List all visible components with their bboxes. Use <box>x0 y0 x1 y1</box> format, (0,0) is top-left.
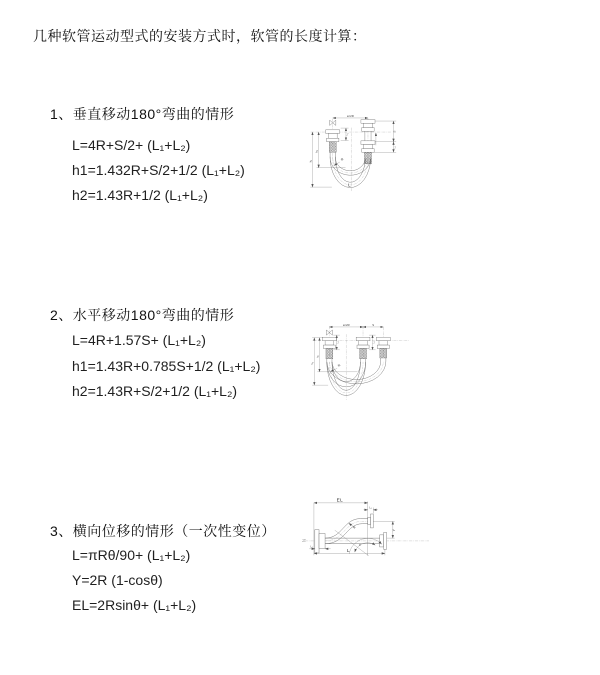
section-1-formula-h1: h1=1.432R+S/2+1/2 (L₁+L₂) <box>72 162 245 178</box>
right-flange-assembly <box>376 337 390 358</box>
right-flange-assembly <box>361 120 375 164</box>
dim-label-s: S <box>372 322 375 327</box>
dim-label-a-2r: a=2R <box>346 113 354 118</box>
diagram-vertical-movement-180-bend <box>305 70 545 265</box>
left-flange <box>315 530 325 553</box>
section-2-heading: 2、水平移动180°弯曲的情形 <box>50 307 235 323</box>
dim-label-l1-right: L₁ <box>393 146 397 149</box>
length-label: L <box>346 548 350 554</box>
centerlines <box>311 118 391 191</box>
radius-label: R <box>352 525 357 530</box>
length-label: L <box>348 182 351 188</box>
section-1-formula-L: L=4R+S/2+ (L₁+L₂) <box>72 137 191 153</box>
section-1-formula-h2: h2=1.43R+1/2 (L₁+L₂) <box>72 187 208 203</box>
angle-construction <box>335 501 382 555</box>
dim-label-l1-top: L₁ <box>369 506 372 510</box>
page-title: 几种软管运动型式的安装方式时，软管的长度计算： <box>33 28 367 44</box>
section-2-formula-L: L=4R+1.57S+ (L₁+L₂) <box>72 332 206 348</box>
left-flange-assembly <box>326 130 340 152</box>
dim-label-h1: h₁ <box>310 362 315 365</box>
dim-label-l1-left: L₁ <box>336 341 340 344</box>
raised-flange <box>368 514 374 528</box>
middle-flange-assembly <box>356 337 370 359</box>
break-mark <box>302 539 305 541</box>
section-1-heading: 1、垂直移动180°弯曲的情形 <box>50 106 235 122</box>
dim-label-y: Y <box>391 529 396 532</box>
section-2-formula-h1: h1=1.43R+0.785S+1/2 (L₁+L₂) <box>72 358 261 374</box>
dim-label-a-2r: a=2R <box>342 322 350 327</box>
left-flange-assembly <box>323 337 337 359</box>
dim-label-s: S <box>392 130 397 133</box>
dim-label-l1-mid: L₁ <box>372 341 376 344</box>
section-3-formula-Y: Y=2R (1-cosθ) <box>72 572 163 588</box>
section-3-formula-EL: EL=2Rsinθ+ (L₁+L₂) <box>72 597 197 613</box>
dim-label-h2: h₂ <box>315 355 320 359</box>
section-2-formula-h2: h2=1.43R+S/2+1/2 (L₁+L₂) <box>72 383 238 399</box>
dim-label-el: EL <box>336 497 344 503</box>
diagram-horizontal-movement-180-bend <box>310 283 545 483</box>
radius-label: R <box>336 363 342 368</box>
dimension-lines <box>310 118 396 187</box>
dim-label-h1: h₁ <box>308 159 313 163</box>
dim-label-h2: h₂ <box>314 150 319 153</box>
section-3-heading: 3、横向位移的情形（一次性变位） <box>50 523 276 539</box>
right-flange <box>380 533 387 550</box>
hose-curves <box>327 358 386 396</box>
angle-theta-label: θ <box>359 543 361 548</box>
section-3-formula-L: L=πRθ/90+ (L₁+L₂) <box>72 547 191 563</box>
radius-label: R <box>340 157 345 162</box>
dim-label-l1-left: L₁ <box>345 133 349 136</box>
diagram-lateral-displacement <box>300 498 590 633</box>
dim-label-l1-bottom: L₁ <box>310 545 313 549</box>
dimension-lines <box>312 327 383 385</box>
